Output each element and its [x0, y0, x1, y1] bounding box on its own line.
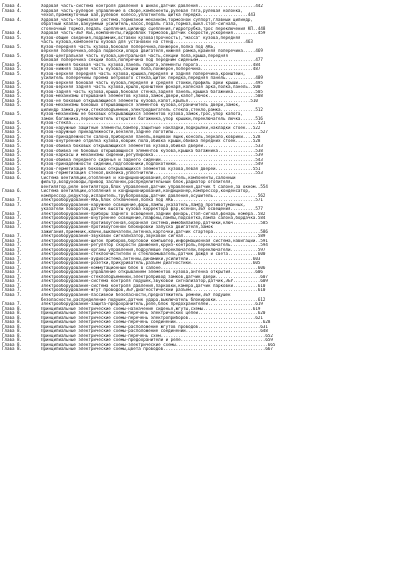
chapter-label: Глава 5.	[2, 129, 22, 135]
entry-line: Ходовая часть-тормозная система,тормозной механизм,тормозной суппорт,главный цилиндр,	[41, 17, 253, 22]
entry-line: Кузов-наружные защитные элементы,бампер,защитные накладки,подкрылки,накладки стоек...522	[41, 125, 261, 130]
toc-entry	[2, 347, 398, 352]
entry-line: Кузов-обивка не боковых открывающихся элементов кузова,крышка багажника...............538	[41, 148, 263, 153]
chapter-label: Глава 5.	[2, 138, 22, 144]
chapter-label: Глава 5.	[2, 66, 22, 72]
entry-line: Кузов-каркасы и механизмы сидений,регулировка.........................................539	[41, 153, 263, 158]
entry-line: обратный клапан,вакуумный усилитель,насос,педаль газа,тормоз,выкл.стоп-сигнала,	[41, 21, 238, 27]
entry-line: Кузов-верхняя боковая часть кузова,передняя и средняя стойки,профиль арки крыши.......495	[41, 80, 263, 85]
chapter-label: Глава 7.	[2, 269, 22, 275]
chapter-label: Глава 7.	[2, 264, 22, 270]
chapter-label: Глава 7.	[2, 287, 22, 293]
entry-text	[41, 293, 398, 302]
chapter-label: Глава 5.	[2, 84, 22, 90]
entry-line: Принципиальные электрические схемы-предохранители и реле..................................659	[41, 338, 273, 343]
chapter-label: Глава 7.	[2, 260, 22, 266]
entry-line: Кузов-центральная часть кузова,центральная часть,секции пола,крыша,передняя	[41, 53, 228, 58]
chapter-label: Глава 5.	[2, 133, 22, 139]
entry-line: Электрооборудование-система контроля подушек,звуковой сигнализатор,датчик,ЭБУ...........609	[41, 279, 268, 284]
toc-entry	[2, 225, 398, 234]
entry-line: Кузов-нижняя задняя часть кузова,секции пола,лонжерон,поперечина.....................487	[41, 67, 261, 72]
toc-entry	[2, 45, 398, 54]
entry-text	[41, 189, 398, 198]
entry-line: Принципиальные электрические схемы,цвета проводов.........................................667	[41, 347, 273, 352]
entry-line: Кузов-наружные принадлежности,вензеля,заднее логотипы...................................527	[41, 130, 268, 135]
chapter-label: Глава 8.	[2, 328, 22, 334]
toc-entry	[2, 103, 398, 112]
toc-entry	[2, 189, 398, 198]
entry-text	[41, 72, 398, 81]
entry-line: Ходовая часть-ЭБУ АБС,компоненты,гидроблок тормозов,датчик скорости,ускорения..........459	[41, 31, 266, 36]
chapter-label: Глава 5.	[2, 34, 22, 40]
entry-line: Принципиальные электрические схемы-назначение сиденья,жгуты,схемы....................619	[41, 306, 261, 311]
entry-text	[41, 9, 398, 18]
chapter-label: Глава 5.	[2, 43, 22, 49]
chapter-label: Глава 5.	[2, 79, 22, 85]
entry-line: Электрооборудование-жгут проводов,ЭБУ,диагностический разъем...........................610	[41, 288, 266, 293]
chapter-label: Глава 7.	[2, 255, 22, 261]
chapter-label: Глава 7.	[2, 301, 22, 307]
chapter-label: Глава 5.	[2, 124, 22, 130]
entry-line: Электрооборудование-розетки,прикуриватель,разъем диагностики.........................605	[41, 261, 261, 266]
entry-line: Принципиальные электрические схемы-расположение жгутов проводов.........................631	[41, 324, 268, 329]
entry-line: Система вентиляции,отопления и кондиционирования,отопитель,компоненты,салонный	[41, 175, 236, 180]
entry-line: Принципиальные электрические схемы-расположение соединений..............................648	[41, 329, 268, 334]
toc-entry	[2, 72, 398, 81]
chapter-label: Глава 5.	[2, 97, 22, 103]
chapter-label: Глава 8.	[2, 346, 22, 352]
entry-line: Электрооборудование-пассивной безопасности,преднатяжитель ремней,ЭБУ подушек	[41, 293, 231, 297]
chapter-label: Глава 7.	[2, 201, 22, 207]
chapter-label: Глава 7.	[2, 273, 22, 279]
entry-text	[41, 225, 398, 234]
entry-line: Электрооборудование-система контроля давления,парковки,камера,датчик парковки..........610	[41, 283, 266, 288]
entry-text	[41, 18, 398, 32]
entry-line: Принципиальные электрические схемы-электрические схемы.....................................665	[41, 342, 276, 347]
chapter-label: Глава 8.	[2, 305, 22, 311]
entry-line: Принципиальные электрические схемы-перечень электрических цепей........................620	[41, 311, 266, 316]
entry-line: фильтр,воздуховоды,привод заслонки,распределительный блок,радиатор отопителя,	[41, 179, 233, 185]
chapter-label: Глава 7.	[2, 278, 22, 284]
entry-line: Электрооборудование-органы управления,подрулевые переключатели,переключатели...........597	[41, 247, 266, 252]
toc-entry	[2, 293, 398, 302]
entry-line: Кузов-механизмы открывания элементов кузова,замок,двери,капот,лючок...................508	[41, 94, 263, 99]
chapter-label: Глава 4.	[2, 16, 22, 22]
entry-line: Электрооборудование-наружное освещение,фары,лампы,указатель,лампа противотуманных,	[41, 202, 246, 207]
chapter-label: Глава 5.	[2, 120, 22, 126]
entry-line: безопасности,распределение подушек,датчик удара,выключатель блокировки.................612	[41, 296, 266, 302]
entry-text	[41, 36, 398, 45]
toc-entry	[2, 203, 398, 212]
entry-line: Кузов-задняя часть кузова,крыша,боковая стенка,задняя панель,крышка багажника.........505	[41, 89, 263, 94]
entry-line: Кузов-не боковые открывающиеся элементы кузова,капот,крылья.........................510	[41, 98, 258, 103]
chapter-label: Глава 7.	[2, 246, 22, 252]
entry-line: Электрооборудование-регулятор скорости движения,круиз-контроль,переключатель............594	[41, 243, 268, 248]
toc-entry	[2, 36, 398, 45]
chapter-label: Глава 4.	[2, 3, 22, 8]
chapter-label: Глава 5.	[2, 88, 22, 94]
chapter-label: Глава 5.	[2, 161, 22, 167]
entry-line: Кузов-стекла...........................................................................521	[41, 121, 266, 126]
chapter-label: Глава 7.	[2, 242, 22, 248]
entry-line: указатели поворотов,датчик высоты кузова корректора фар,ксенон,ЭБУ освещения..........577	[41, 206, 263, 212]
chapter-label: Глава 7.	[2, 251, 22, 257]
entry-line: Ходовая часть-система контроля давления в шинах,датчик давления.......................442	[41, 4, 263, 8]
entry-line: Электрооборудование-приборы заднего освещения,задний фонарь,стоп-сигнал,фонарь номера..582	[41, 211, 266, 216]
entry-line: часть кузова,компоненты кузова для установки на стенд.............................463	[41, 39, 253, 45]
entry-line: Электрооборудование-коммутационный блок в салоне.......................................606	[41, 265, 266, 270]
chapter-label: Глава 5.	[2, 70, 22, 76]
entry-line: Кузов-верхняя передняя часть кузова,крышка,передняя и задняя поперечина,кронштейн,	[41, 71, 246, 76]
chapter-label: Глава 7.	[2, 292, 22, 297]
entry-line: Ходовая часть-рулевое управление в сборе,компоненты,рулевая тяга,рулевая колонка,	[41, 8, 243, 13]
entry-line: Электрооборудование-стеклоподъемники,электропривод замков,датчик двери..................607	[41, 274, 268, 279]
entry-line: Электрооборудование-внутреннее освещение,плафоны,лампы,подсветка,лампа салона,бордачка.584	[41, 216, 266, 221]
entry-line: замок багажника,переключатель открытия багажника,упор крышки,переключатель лючка......516	[41, 115, 263, 121]
chapter-label: Глава 5.	[2, 165, 22, 171]
chapter-label: Глава 7.	[2, 224, 22, 230]
entry-line: Электрооборудование-стеклоочистители и стеклоомыватель,датчик дождя и света............600	[41, 252, 266, 257]
chapter-label: Глава 7.	[2, 210, 22, 216]
chapter-label: Глава 5.	[2, 147, 22, 153]
toc-entry	[2, 18, 398, 32]
entry-line: Кузов-герметизация стекол,вклейка,уплотнители.........................................553	[41, 171, 263, 176]
chapter-label: Глава 8.	[2, 341, 22, 347]
entry-text	[41, 45, 398, 54]
chapter-label: Глава 7.	[2, 282, 22, 288]
chapter-label: Глава 6.	[2, 174, 22, 180]
entry-line: Кузов-передняя часть кузова,боковая поперечина,лонжерон,полка под АКБ,	[41, 44, 216, 49]
entry-line: боковая поперечина секции пола,поперечина под передним сиденьем.......................477	[41, 57, 263, 63]
chapter-label: Глава 8.	[2, 310, 22, 316]
chapter-label: Глава 8.	[2, 337, 22, 343]
chapter-label: Глава 5.	[2, 93, 22, 99]
chapter-label: Глава 4.	[2, 30, 22, 36]
entry-line: зажигания,приемник,ключи,выключатели,антенна,карточки,датчик стартера...................586	[41, 228, 268, 234]
chapter-label: Глава 5.	[2, 170, 22, 176]
chapter-label: Глава 7.	[2, 237, 22, 243]
toc-entry	[2, 54, 398, 63]
entry-text	[41, 176, 398, 190]
chapter-label: Глава 6.	[2, 188, 22, 194]
entry-line: Кузов-обивка переднего сиденья и заднего сидений......................................543	[41, 157, 263, 162]
entry-line: Электрооборудование-противоугонной блокировки запуска двигателя,замок	[41, 225, 214, 230]
chapter-label: Глава 7.	[2, 233, 22, 239]
entry-line: Электрооборудование-защита-предохранитель,реле,блок предохранителей...................619	[41, 302, 263, 307]
entry-line: чехол,промежуточный вал,рулевое колесо,уплотнитель щитка передка...................443	[41, 12, 256, 18]
entry-line: стояночный тормоз,педаль сцепления,цилиндр сцепления,гидротрубка,трос переключения КП..448	[41, 25, 266, 31]
entry-line: Электрооборудование-аудиосистема,антенны,динамики,усилители..........................603	[41, 256, 261, 261]
entry-line: Электрооборудование-АКБ,блок отключения,полка под АКБ.................................571	[41, 198, 263, 203]
toc-entry	[2, 9, 398, 18]
chapter-label: Глава 8.	[2, 332, 22, 338]
entry-line: Кузов-герметизация боковых открывающихся элементов кузова,левая дверей...............551	[41, 166, 261, 171]
chapter-label: Глава 5.	[2, 61, 22, 67]
entry-text	[41, 347, 398, 352]
entry-line: вентилятор,реле вентилятора,блок управления,датчик управления,датчик t салоне,за окном..554	[41, 183, 268, 189]
entry-line: Принципиальные электрические схемы-перечень соединений...................................628	[41, 320, 271, 325]
entry-line: Электрооборудование-щиток приборов,бортовой компьютер,информационная система,навигации..591	[41, 238, 268, 243]
entry-line: Принципиальные электрические схемы-перечень схем..........................................652	[41, 333, 273, 338]
entry-line: Кузов-механизмы боковых открывающихся элементов кузова,ограничитель двери,замок,	[41, 103, 241, 108]
entry-text	[41, 103, 398, 112]
entry-line: Кузов-принадлежности сидений,подголовники,подлокотники................................549	[41, 162, 263, 167]
chapter-label: Глава 8.	[2, 314, 22, 320]
entry-line: Принципиальные электрические схемы-перечень электроприборов...........................621	[41, 315, 263, 320]
chapter-label: Глава 7.	[2, 215, 22, 221]
entry-text	[41, 203, 398, 212]
chapter-label: Глава 7.	[2, 197, 22, 203]
toc-entry	[2, 176, 398, 190]
chapter-label: Глава 5.	[2, 102, 22, 108]
chapter-label: Глава 7.	[2, 219, 22, 225]
chapter-label: Глава 5.	[2, 111, 22, 117]
entry-line: Кузов-верхняя задняя часть кузова,крыло,кронштейн фонаря,колесная арка,полка,панель..500	[41, 85, 261, 90]
chapter-label: Глава 8.	[2, 323, 22, 329]
entry-line: Система вентиляции,отопления и кондиционирования,кондиционер,компрессор,конденсатор,	[41, 189, 251, 194]
entry-line: усилитель поперечины проема ветрового стекла,щиток передка,передняя панель............489	[41, 75, 263, 81]
chapter-label: Глава 4.	[2, 7, 22, 13]
toc-entry	[2, 112, 398, 121]
entry-text	[41, 54, 398, 63]
chapter-label: Глава 8.	[2, 319, 22, 325]
entry-line: Кузов-обивка боковых открывающихся элементов кузова,обивка дверей.....................533	[41, 143, 263, 148]
entry-text	[41, 112, 398, 121]
entry-line: Кузов-принадлежности салона,приборная панель,вещевой ящик,консоль,зеркало,коврики....528	[41, 134, 261, 139]
entry-line: компрессор,редуктор,испаритель,трубопроводы,датчик давления,осушитель..................562	[41, 192, 266, 198]
chapter-label: Глава 5.	[2, 142, 22, 148]
entry-line: цилиндр замка,ручки,стеклоподъемник,электродвигатель стекла,стекло,рамка..............512	[41, 106, 263, 112]
entry-line: Кузов-общие сведения,подрамник,вставки кузова(прочность),"масса" кузова,передняя	[41, 35, 241, 40]
entry-line: Кузов-внутренние отделка кузова,коврик пола,обивка крыши,обивка передних стоек.......528	[41, 139, 261, 144]
entry-line: Кузов-нижняя боковая часть кузова,панель порога,элементы порога......................484	[41, 62, 261, 67]
entry-line: Электрооборудование-управление открыванием элементов кузова,антенна открытия..........606	[41, 270, 263, 275]
entry-line: Электрооборудование-противоугонная,охранная система,иммобилайзер,датчики,ключ...........585	[41, 220, 268, 225]
entry-line: Кузов-механизмы не боковых открывающихся элементов кузова,замок,трос,упор капота,	[41, 112, 243, 117]
entry-line: верхняя поперечина,опора подвески,опора двигателя,нижняя рамка,крайняя поперечина.....469	[41, 48, 263, 54]
chapter-label: Глава 5.	[2, 152, 22, 158]
chapter-label: Глава 5.	[2, 156, 22, 162]
chapter-label: Глава 5.	[2, 52, 22, 58]
entry-line: Электрооборудование-звуковой сигнализатор,звуковой сигнал..............................589	[41, 234, 266, 239]
